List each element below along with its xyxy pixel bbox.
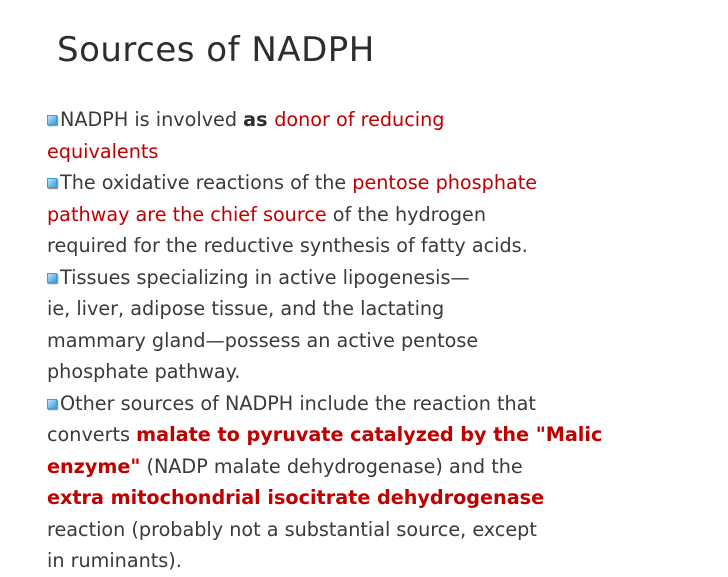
- bullet-text: The oxidative reactions of the: [60, 171, 353, 194]
- bullet-text: reaction (probably not a substantial source, except: [47, 517, 537, 541]
- square-bullet-icon: [47, 178, 57, 188]
- highlight-text: equivalents: [47, 139, 159, 163]
- bullet-text: Tissues specializing in active lipogenesis—: [60, 265, 470, 289]
- square-bullet-icon: [47, 273, 57, 283]
- bullet-text: of the hydrogen: [326, 202, 486, 226]
- highlight-text: extra mitochondrial isocitrate dehydrogenase: [47, 486, 545, 509]
- bullet-text: required for the reductive synthesis of fatty acids.: [47, 234, 528, 257]
- square-bullet-icon: [47, 399, 57, 409]
- bullet-text: NADPH is involved: [60, 108, 244, 131]
- bullet-text: (NADP malate dehydrogenase) and the: [140, 454, 523, 478]
- bullet-text: phosphate pathway.: [47, 360, 241, 383]
- bullet-text: Other sources of NADPH include the reaction that: [60, 391, 536, 415]
- bullet-text: mammary gland—possess an active pentose: [47, 328, 479, 352]
- bullet-text: in ruminants).: [47, 549, 182, 572]
- bullet-text-bold: as: [243, 108, 275, 131]
- highlight-text: enzyme": [47, 454, 141, 478]
- bullet-1: [47, 104, 719, 167]
- slide-title: Sources of NADPH: [57, 30, 375, 70]
- highlight-text: donor of reducing: [274, 108, 445, 131]
- bullet-text: converts: [47, 423, 137, 446]
- highlight-text: malate to pyruvate catalyzed by the "Malic: [136, 423, 603, 446]
- bullet-2: [47, 167, 719, 262]
- bullet-4: [47, 388, 719, 577]
- slide-body: [47, 104, 719, 577]
- bullet-3: [47, 262, 719, 388]
- highlight-text: pentose phosphate: [352, 171, 538, 194]
- bullet-text: ie, liver, adipose tissue, and the lactating: [47, 297, 445, 320]
- highlight-text: pathway are the chief source: [47, 202, 327, 226]
- square-bullet-icon: [47, 115, 57, 125]
